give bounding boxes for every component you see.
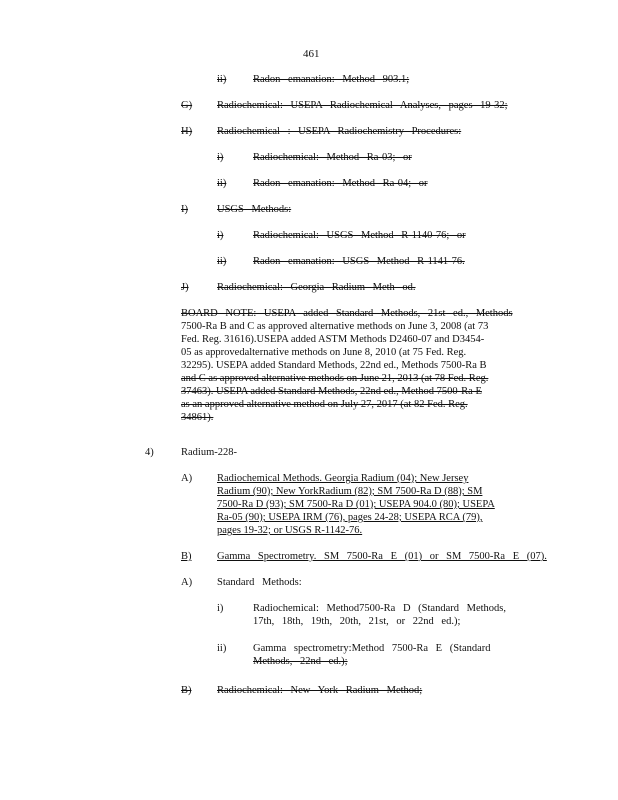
section-heading: Radium-228- (181, 447, 237, 458)
list-marker: ii) (217, 256, 227, 267)
board-note-line: BOARD NOTE: USEPA added Standard Methods, 21st ed., Methods (181, 308, 513, 319)
board-note-line: and C as approved alternative methods on June 21, 2013 (at 78 Fed. Reg. (181, 373, 489, 384)
inserted-line: Radiochemical Methods. Georgia Radium (04); New Jersey (217, 473, 469, 484)
page-number: 461 (303, 48, 320, 60)
list-marker: B) (181, 551, 192, 562)
list-marker: H) (181, 126, 193, 137)
list-item-text: Radon emanation: Method 903.1; (253, 74, 410, 85)
inserted-paragraph (217, 472, 495, 537)
list-item-line: Radiochemical: Method7500-Ra D (Standard Methods, (253, 603, 506, 614)
list-marker: i) (217, 230, 224, 241)
list-marker: i) (217, 152, 224, 163)
list-item-text (253, 602, 506, 628)
board-note-line: 7500-Ra B and C as approved alternative methods on June 3, 2008 (at 73 (181, 321, 489, 332)
inserted-line: Radium (90); New YorkRadium (82); SM 7500-Ra D (88); SM (217, 486, 483, 497)
list-marker: J) (181, 282, 189, 293)
board-note-line: Fed. Reg. 31616).USEPA added ASTM Methods D2460-07 and D3454- (181, 334, 485, 345)
list-item-text: Radiochemical: USGS Method R-1140-76; or (253, 230, 466, 241)
list-marker: ii) (217, 178, 227, 189)
list-marker: ii) (217, 74, 227, 85)
list-item-text: Radiochemical: New York Radium Method; (217, 685, 423, 696)
list-item-text: Radiochemical: USEPA Radiochemical Analyses, pages 19-32; (217, 100, 508, 111)
list-item-line: Gamma spectrometry:Method 7500-Ra E (Standard (253, 643, 491, 654)
list-item-line: 17th, 18th, 19th, 20th, 21st, or 22nd ed.); (253, 616, 461, 627)
list-marker: G) (181, 100, 193, 111)
board-note-line: 32295). USEPA added Standard Methods, 22nd ed., Methods 7500-Ra B (181, 360, 487, 371)
inserted-line: pages 19-32; or USGS R-1142-76. (217, 525, 363, 536)
list-item-text: Radon emanation: Method Ra-04; or (253, 178, 428, 189)
list-marker: ii) (217, 643, 227, 654)
list-item-text: Gamma Spectrometry. SM 7500-Ra E (01) or SM 7500-Ra E (07). (217, 551, 547, 562)
list-marker: B) (181, 685, 192, 696)
list-item-text (253, 642, 491, 668)
list-item-text: Standard Methods: (217, 577, 302, 588)
list-marker: i) (217, 603, 224, 614)
list-item-text: Radiochemical : USEPA Radiochemistry Procedures: (217, 126, 462, 137)
list-item-text: Radiochemical: Method Ra-03; or (253, 152, 412, 163)
board-note-line: 37463). USEPA added Standard Methods, 22nd ed., Method 7500-Ra E (181, 386, 482, 397)
list-marker: I) (181, 204, 188, 215)
section-marker: 4) (145, 447, 154, 458)
board-note-line: 34861). (181, 412, 214, 423)
inserted-line: Ra-05 (90); USEPA IRM (76), pages 24-28; USEPA RCA (79), (217, 512, 483, 523)
list-marker: A) (181, 577, 193, 588)
list-item-text: USGS Methods: (217, 204, 292, 215)
board-note (181, 307, 513, 424)
board-note-line: as an approved alternative method on July 27, 2017 (at 82 Fed. Reg. (181, 399, 468, 410)
inserted-line: 7500-Ra D (93); SM 7500-Ra D (01); USEPA 904.0 (80); USEPA (217, 499, 495, 510)
list-item-text: Radiochemical: Georgia Radium Meth od. (217, 282, 416, 293)
list-item-text: Radon emanation: USGS Method R-1141-76. (253, 256, 465, 267)
list-marker: A) (181, 473, 193, 484)
list-item-line: Methods, 22nd ed.); (253, 656, 348, 667)
board-note-line: 05 as approvedalternative methods on June 8, 2010 (at 75 Fed. Reg. (181, 347, 467, 358)
